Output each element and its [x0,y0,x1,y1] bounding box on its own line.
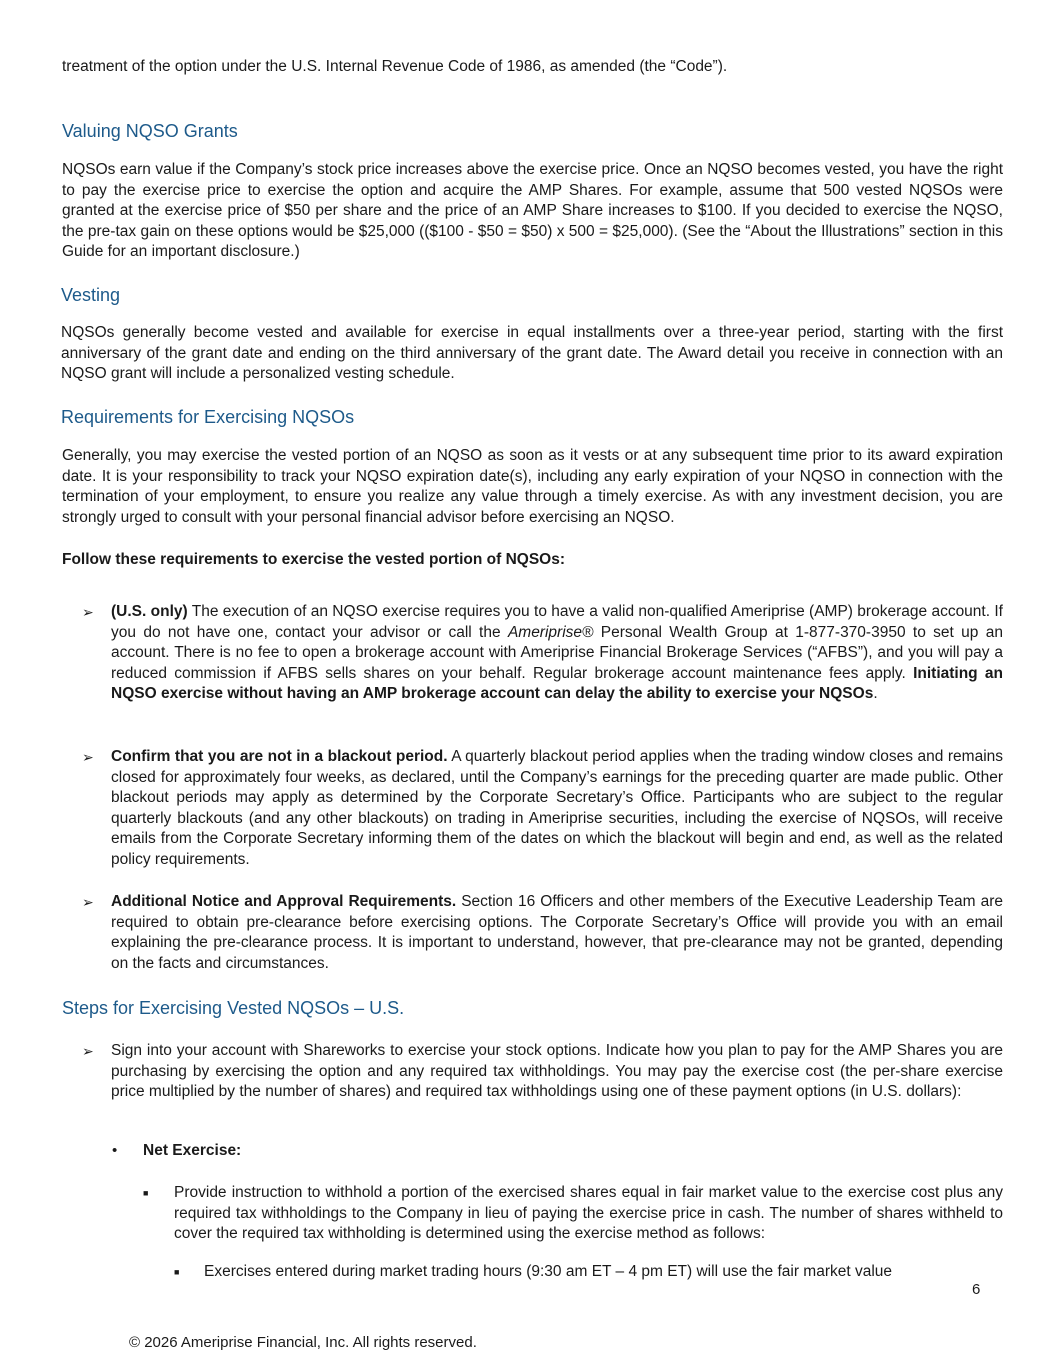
list-item-lead: Confirm that you are not in a blackout period. [111,748,448,765]
valuing-heading: Valuing NQSO Grants [62,121,238,141]
steps-heading: Steps for Exercising Vested NQSOs – U.S. [62,998,405,1018]
follow-label: Follow these requirements to exercise the vested portion of NQSOs: [62,551,566,568]
intro-line: treatment of the option under the U.S. Internal Revenue Code of 1986, as amended (the “Code”). [62,58,728,75]
list-item-text: Sign into your account with Shareworks to exercise your stock options. Indicate how you plan to pay for the AMP Shares you are purchasing by exercising the option and any required tax withholdings. You may pay the exercise cost (the per-share exercise price multiplied by the number of shares) and required tax withholdings using one of these payment options (in U.S. dollars): [111,1042,1003,1101]
dot-bullet-icon: • [112,1142,118,1159]
net-exercise-label: Net Exercise: [143,1142,242,1159]
list-item-text: Confirm that you are not in a blackout period. A quarterly blackout period applies when the trading window closes and remains closed for approximately four weeks, as declared, until the Company’s earnings for the preceding quarter are made public. Other blackout periods may apply as determined by the Corporate Secretary’s Office. Participants who are subject to the regular quarterly blackouts (and any other blackouts) on trading in Ameriprise securities, including the exercise of NQSOs, will receive emails from the Corporate Secretary informing them of the dates on which the blackout will begin and end, as well as the related policy requirements. [111,748,1004,868]
list-item [82,602,1003,726]
list-item-text: (U.S. only) The execution of an NQSO exercise requires you to have a valid non-qualified Ameriprise (AMP) brokerage account. If you do not have one, contact your advisor or call the Ameriprise® Personal Wealth Group at 1-877-370-3950 to set up an account. There is no fee to open a brokerage account with Ameriprise Financial Brokerage Services (“AFBS”), and you will pay a reduced commission if AFBS sells shares on your behalf. Regular brokerage account maintenance fees apply. Initiating an NQSO exercise without having an AMP brokerage account can delay the ability to exercise your NQSOs. [111,603,1003,703]
square-bullet-icon: ■ [174,1267,180,1277]
arrow-bullet-icon: ➢ [82,749,94,765]
arrow-bullet-icon: ➢ [82,1043,94,1059]
requirements-body: Generally, you may exercise the vested portion of an NQSO as soon as it vests or at any subsequent time prior to its award expiration date. It is your responsibility to track your NQSO expiration date(s), including any early expiration of your NQSO in connection with the termination of your employment, to ensure you realize any value through a timely exercise. As with any investment decision, you are strongly urged to consult with your personal financial advisor before exercising an NQSO. [62,447,1003,526]
sub-sub-list-item [143,1183,1003,1246]
requirements-heading: Requirements for Exercising NQSOs [61,407,355,427]
sub-sub-sub-list-item-text: Exercises entered during market trading hours (9:30 am ET – 4 pm ET) will use the fair market value [204,1263,893,1280]
square-bullet-icon: ■ [143,1188,149,1198]
sub-list-item [112,1141,1003,1163]
arrow-bullet-icon: ➢ [82,604,94,620]
list-item-lead: (U.S. only) [111,603,188,620]
vesting-heading: Vesting [61,285,121,305]
arrow-bullet-icon: ➢ [82,894,94,910]
sub-sub-list-item-text: Provide instruction to withhold a portion of the exercised shares equal in fair market value to the exercise cost plus any required tax withholdings to the Company in lieu of paying the exercise price in cash. The number of shares withheld to cover the required tax withholding is determined using the exercise method as follows: [174,1184,1003,1243]
valuing-body: NQSOs earn value if the Company’s stock price increases above the exercise price. Once an NQSO becomes vested, you have the right to pay the exercise price to exercise the option and acquire the AMP Shares. For example, assume that 500 vested NQSOs were granted at the exercise price of $50 per share and the price of an AMP Share increases to $100. If you decided to exercise the NQSO, the pre-tax gain on these options would be $25,000 (($100 - $50 = $50) x 500 = $25,000). (See the “About the Illustrations” section in this Guide for an important disclosure.) [62,161,1003,261]
list-item [82,892,1003,975]
vesting-body: NQSOs generally become vested and available for exercise in equal installments over a three-year period, starting with the first anniversary of the grant date and ending on the third anniversary of the grant date. The Award detail you receive in connection with an NQSO grant will include a personalized vesting schedule. [61,324,1003,383]
list-item-lead: Additional Notice and Approval Requirements. [111,893,457,910]
list-item [82,747,1003,871]
list-item [82,1041,1003,1124]
list-item-text: Additional Notice and Approval Requirements. Section 16 Officers and other members of the Executive Leadership Team are required to obtain pre-clearance before exercising options. The Corporate Secretary’s Office will provide you with an email explaining the pre-clearance process. It is important to understand, however, that pre-clearance may not be granted, depending on the facts and circumstances. [111,893,1003,972]
footer-copyright: © 2026 Ameriprise Financial, Inc. All rights reserved. [129,1334,477,1351]
page-number: 6 [972,1281,981,1298]
sub-sub-sub-list-item [174,1262,1003,1284]
